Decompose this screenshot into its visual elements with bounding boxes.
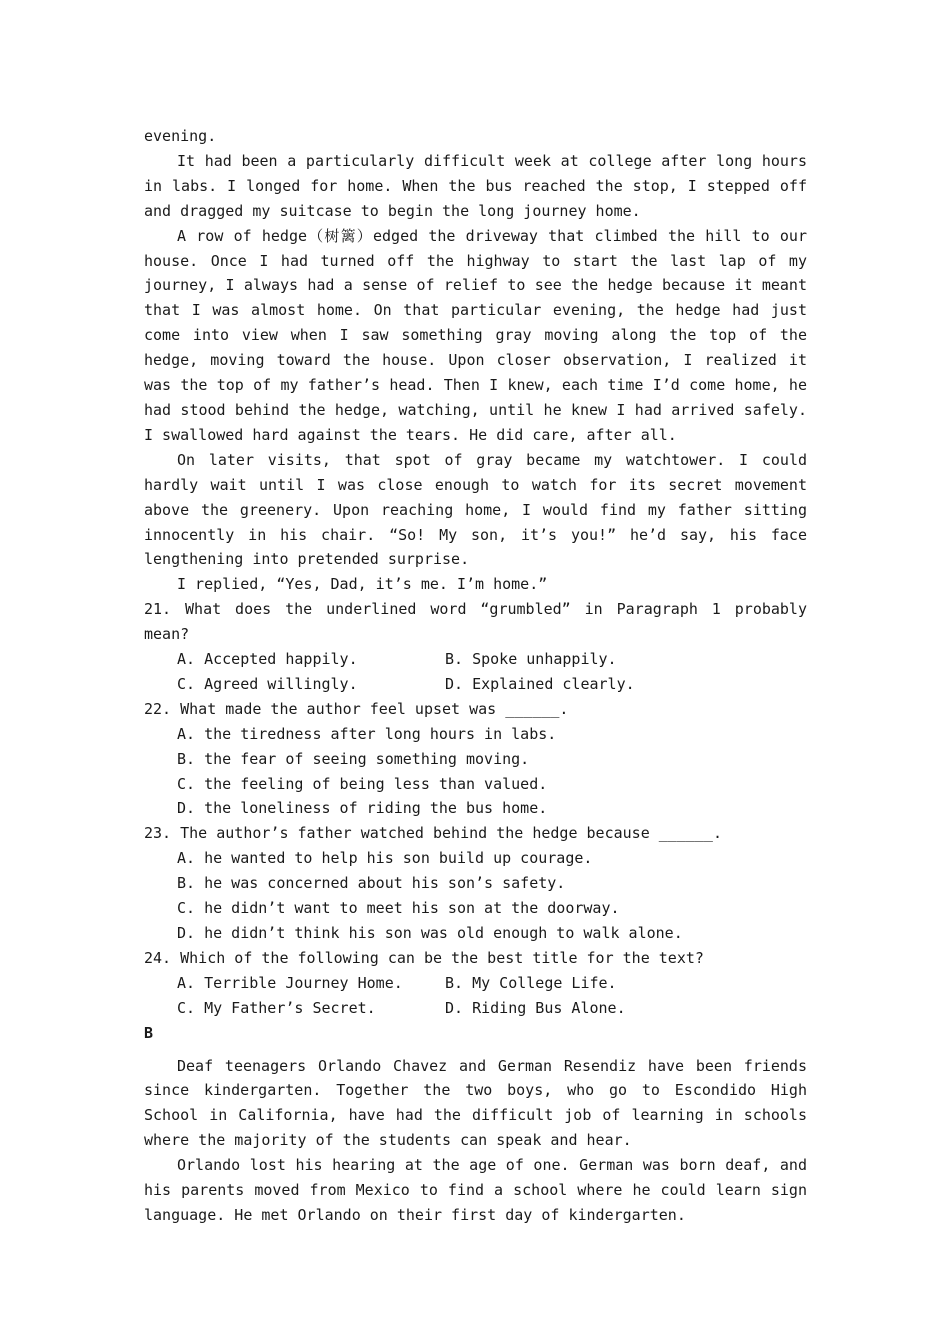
option-c: C. the feeling of being less than valued. [177, 774, 548, 793]
option-row [144, 996, 807, 1021]
option-a: A. Accepted happily. [177, 650, 358, 669]
question-24 [144, 946, 807, 1021]
option-b: B. Spoke unhappily. [445, 650, 617, 669]
passage-b-paragraph: Deaf teenagers Orlando Chavez and German Resendiz have been friends since kindergarten. Together the two boys, who go to Escondido High School in California, have had the difficult job of learning in schools where the majority of the students can speak and hear. [144, 1056, 807, 1150]
passage-a-paragraph: I replied, “Yes, Dad, it’s me. I’m home.” [177, 575, 548, 594]
question-stem: 23. The author’s father watched behind the hedge because ______. [144, 824, 722, 843]
passage-a-paragraph: It had been a particularly difficult week at college after long hours in labs. I longed for home. When the bus reached the stop, I stepped off and dragged my suitcase to begin the long journey home. [144, 151, 807, 220]
option-b: B. he was concerned about his son’s safety. [177, 874, 566, 893]
option-row [144, 672, 807, 697]
question-23 [144, 821, 807, 946]
option-a: A. Terrible Journey Home. [177, 973, 403, 992]
option-row [144, 971, 807, 996]
passage-a-paragraph: On later visits, that spot of gray became my watchtower. I could hardly wait until I was close enough to watch for its secret movement above the greenery. Upon reaching home, I would find my father sitting innocently in his chair. “So! My son, it’s you!” he’d say, his face lengthening into pretended surprise. [144, 450, 807, 569]
page-content [144, 124, 807, 1228]
option-c: C. Agreed willingly. [177, 674, 358, 693]
option-a: A. he wanted to help his son build up courage. [177, 849, 593, 868]
question-22 [144, 697, 807, 822]
question-stem: 21. What does the underlined word “grumbled” in Paragraph 1 probably mean? [144, 600, 807, 644]
option-d: D. Riding Bus Alone. [445, 998, 626, 1017]
section-heading-b: B [144, 1023, 154, 1042]
option-b: B. the fear of seeing something moving. [177, 749, 530, 768]
option-c: C. My Father’s Secret. [177, 998, 376, 1017]
option-b: B. My College Life. [445, 973, 617, 992]
option-a: A. the tiredness after long hours in labs. [177, 724, 557, 743]
question-21 [144, 597, 807, 697]
option-c: C. he didn’t want to meet his son at the doorway. [177, 899, 620, 918]
passage-a-paragraph: A row of hedge（树篱）edged the driveway that climbed the hill to our house. Once I had turned off the highway to start the last lap of my journey, I always had a sense of relief to see the hedge because it meant that I was almost home. On that particular evening, the hedge had just come into view when I saw something gray moving along the top of the hedge, moving toward the house. Upon closer observation, I realized it was the top of my father’s head. Then I knew, each time I’d come home, he had stood behind the hedge, watching, until he knew I had arrived safely. I swallowed hard against the tears. He did care, after all. [144, 226, 807, 444]
option-row [144, 647, 807, 672]
passage-a-continuation: evening. [144, 127, 217, 145]
passage-b-paragraph: Orlando lost his hearing at the age of one. German was born deaf, and his parents moved from Mexico to find a school where he could learn sign language. He met Orlando on their first day of kindergarten. [144, 1156, 807, 1224]
option-d: D. he didn’t think his son was old enough to walk alone. [177, 924, 683, 942]
question-stem: 24. Which of the following can be the best title for the text? [144, 948, 704, 967]
option-d: D. Explained clearly. [445, 674, 635, 693]
option-d: D. the loneliness of riding the bus home. [177, 799, 548, 818]
question-stem: 22. What made the author feel upset was ______. [144, 699, 569, 718]
